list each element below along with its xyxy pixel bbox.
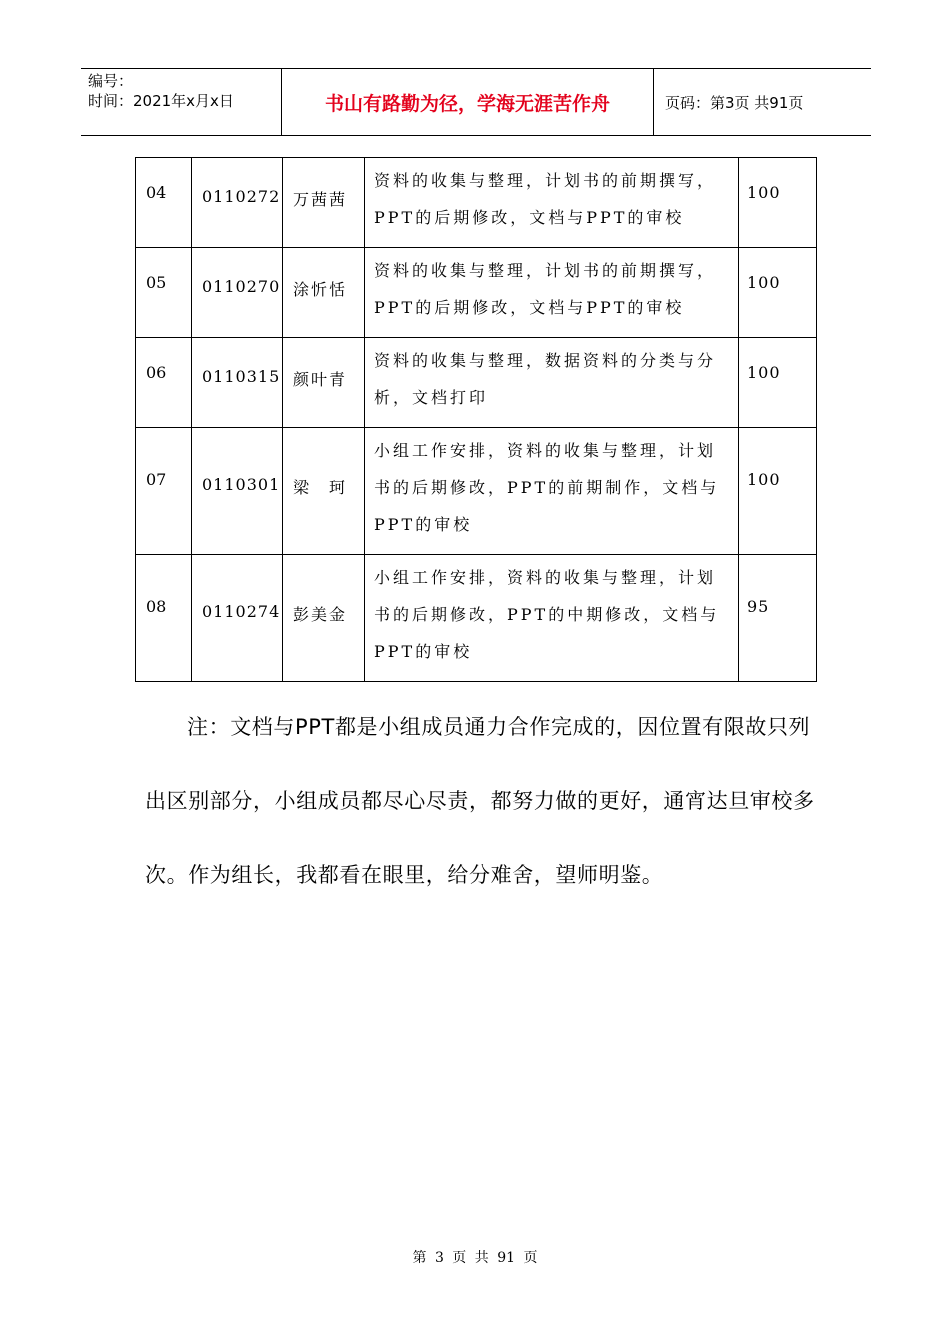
student-id: 0110315 [192,338,283,428]
table-row [136,428,817,555]
student-id: 0110274 [192,555,283,682]
score: 100 [739,428,817,555]
row-index: 07 [136,428,192,555]
score: 95 [739,555,817,682]
row-index: 08 [136,555,192,682]
row-index: 05 [136,248,192,338]
table-row [136,338,817,428]
task-description: 小组工作安排，资料的收集与整理，计划书的后期修改，PPT的中期修改，文档与PPT的审校 [365,555,739,682]
member-name: 彭美金 [283,555,365,682]
task-description: 资料的收集与整理，计划书的前期撰写，PPT的后期修改，文档与PPT的审校 [365,158,739,248]
task-description: 资料的收集与整理，计划书的前期撰写，PPT的后期修改，文档与PPT的审校 [365,248,739,338]
page-header [81,68,871,136]
task-description: 小组工作安排，资料的收集与整理，计划书的后期修改，PPT的前期制作，文档与PPT的审校 [365,428,739,555]
note-paragraph: 注：文档与PPT都是小组成员通力合作完成的，因位置有限故只列出区别部分，小组成员都尽心尽责，都努力做的更好，通宵达旦审校多次。作为组长，我都看在眼里，给分难舍，望师明鉴。 [145,715,815,887]
table-row [136,158,817,248]
member-name: 万茜茜 [283,158,365,248]
member-name: 涂忻恬 [283,248,365,338]
header-page-code: 页码：第3页 共91页 [665,93,804,112]
score: 100 [739,338,817,428]
student-id: 0110272 [192,158,283,248]
row-index: 06 [136,338,192,428]
score: 100 [739,248,817,338]
table-row [136,555,817,682]
date-line: 时间：2021年x月x日 [88,92,234,110]
score: 100 [739,158,817,248]
serial-number-label: 编号： [88,72,134,90]
row-index: 04 [136,158,192,248]
task-description: 资料的收集与整理，数据资料的分类与分析，文档打印 [365,338,739,428]
member-name: 梁 珂 [283,428,365,555]
header-meta [81,69,281,135]
student-id: 0110301 [192,428,283,555]
member-name: 颜叶青 [283,338,365,428]
page-footer: 第 3 页 共 91 页 [412,1250,538,1266]
header-motto: 书山有路勤为径，学海无涯苦作舟 [281,69,654,135]
student-id: 0110270 [192,248,283,338]
table-row [136,248,817,338]
member-contribution-table [135,157,817,682]
